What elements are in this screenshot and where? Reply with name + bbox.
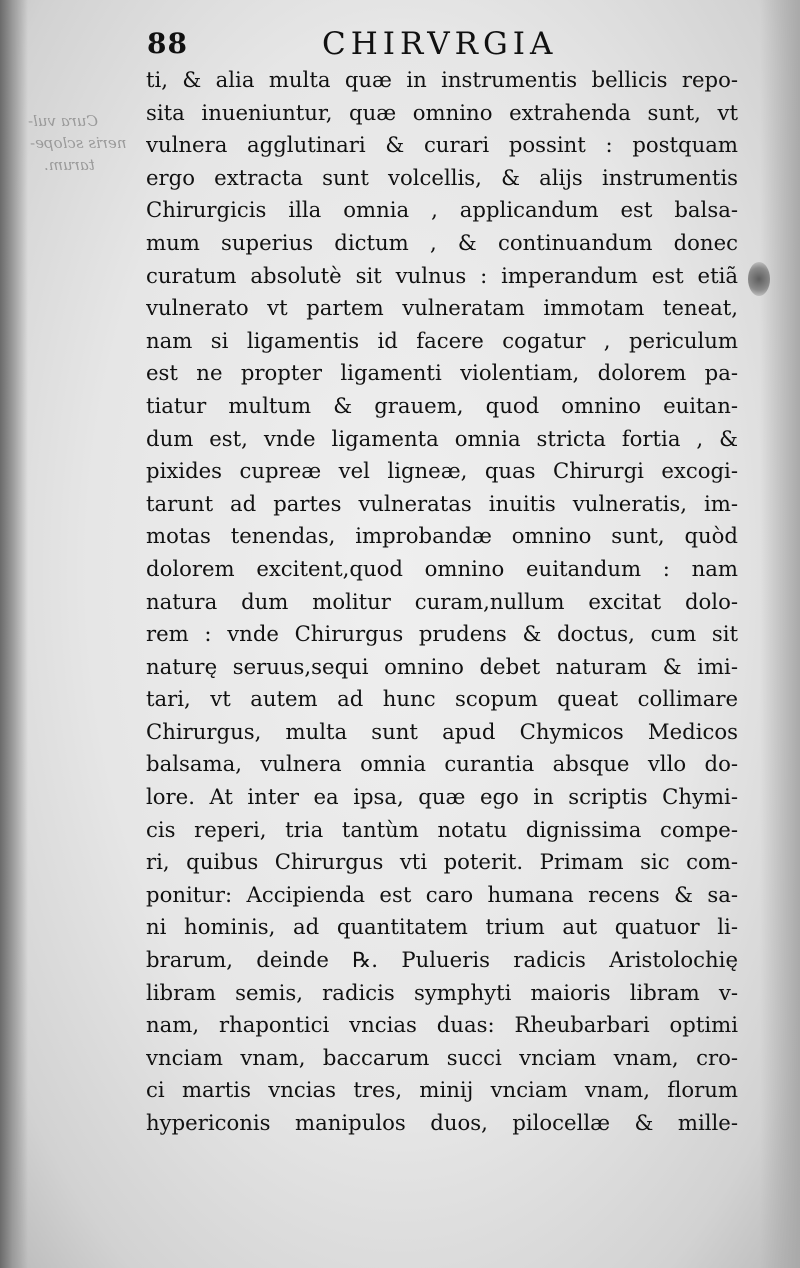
text-line: tarunt ad partes vulneratas inuitis vulneratis, im- — [146, 490, 738, 516]
text-line: vnciam vnam, baccarum succi vnciam vnam, cro- — [146, 1044, 738, 1070]
text-line: dolorem excitent,quod omnino euitandum : nam — [146, 555, 738, 581]
text-line: ergo extracta sunt volcellis, & alijs instrumentis — [146, 164, 738, 190]
text-line: natura dum molitur curam,nullum excitat dolo- — [146, 588, 738, 614]
body-text — [146, 64, 738, 1140]
text-line: ri, quibus Chirurgus vti poterit. Primam sic com- — [146, 849, 738, 875]
ink-stain — [748, 262, 770, 296]
text-line: libram semis, radicis symphyti maioris libram v- — [146, 979, 738, 1005]
text-line: brarum, deinde ℞. Pulueris radicis Aristolochię — [146, 947, 738, 973]
text-line: Chirurgicis illa omnia , applicandum est balsa- — [146, 197, 738, 223]
running-title: CHIRVRGIA — [322, 26, 558, 62]
text-line: vulnerato vt partem vulneratam immotam teneat, — [146, 295, 738, 321]
margin-note-line: Cura vul- — [28, 112, 99, 130]
text-line: mum superius dictum , & continuandum donec — [146, 229, 738, 255]
text-line: ci martis vncias tres, minij vnciam vnam, florum — [146, 1077, 738, 1103]
text-line: vulnera agglutinari & curari possint : postquam — [146, 132, 738, 158]
text-line: dum est, vnde ligamenta omnia stricta fortia , & — [146, 425, 738, 451]
text-line: hypericonis manipulos duos, pilocellæ & mille- — [146, 1110, 738, 1135]
text-line: pixides cupreæ vel ligneæ, quas Chirurgi excogi- — [146, 458, 738, 484]
text-line: ni hominis, ad quantitatem trium aut quatuor li- — [146, 914, 738, 940]
text-line: sita inueniuntur, quæ omnino extrahenda sunt, vt — [146, 99, 738, 125]
page-edge-shadow — [760, 0, 800, 1268]
text-line: nam si ligamentis id facere cogatur , periculum — [146, 327, 738, 353]
margin-note-line: neris sclope- — [30, 134, 127, 152]
text-line: balsama, vulnera omnia curantia absque vllo do- — [146, 751, 738, 777]
text-line: ponitur: Accipienda est caro humana recens & sa- — [146, 881, 738, 907]
text-line: tari, vt autem ad hunc scopum queat collimare — [146, 686, 738, 712]
text-line: rem : vnde Chirurgus prudens & doctus, cum sit — [146, 621, 738, 647]
text-line: cis reperi, tria tantùm notatu dignissima compe- — [146, 816, 738, 842]
page-number: 88 — [147, 27, 188, 60]
text-line: curatum absolutè sit vulnus : imperandum est etiã — [146, 262, 738, 288]
text-line: naturę seruus,sequi omnino debet naturam & imi- — [146, 653, 738, 679]
text-line: ti, & alia multa quæ in instrumentis bellicis repo- — [146, 67, 738, 92]
text-line: tiatur multum & grauem, quod omnino euitan- — [146, 392, 738, 418]
margin-note-line: tarum. — [44, 156, 95, 174]
text-line: Chirurgus, multa sunt apud Chymicos Medicos — [146, 718, 738, 744]
text-line: lore. At inter ea ipsa, quæ ego in scriptis Chymi- — [146, 784, 738, 810]
text-line: motas tenendas, improbandæ omnino sunt, quòd — [146, 523, 738, 549]
text-line: est ne propter ligamenti violentiam, dolorem pa- — [146, 360, 738, 386]
text-line: nam, rhapontici vncias duas: Rheubarbari optimi — [146, 1012, 738, 1038]
binding-shadow — [0, 0, 28, 1268]
